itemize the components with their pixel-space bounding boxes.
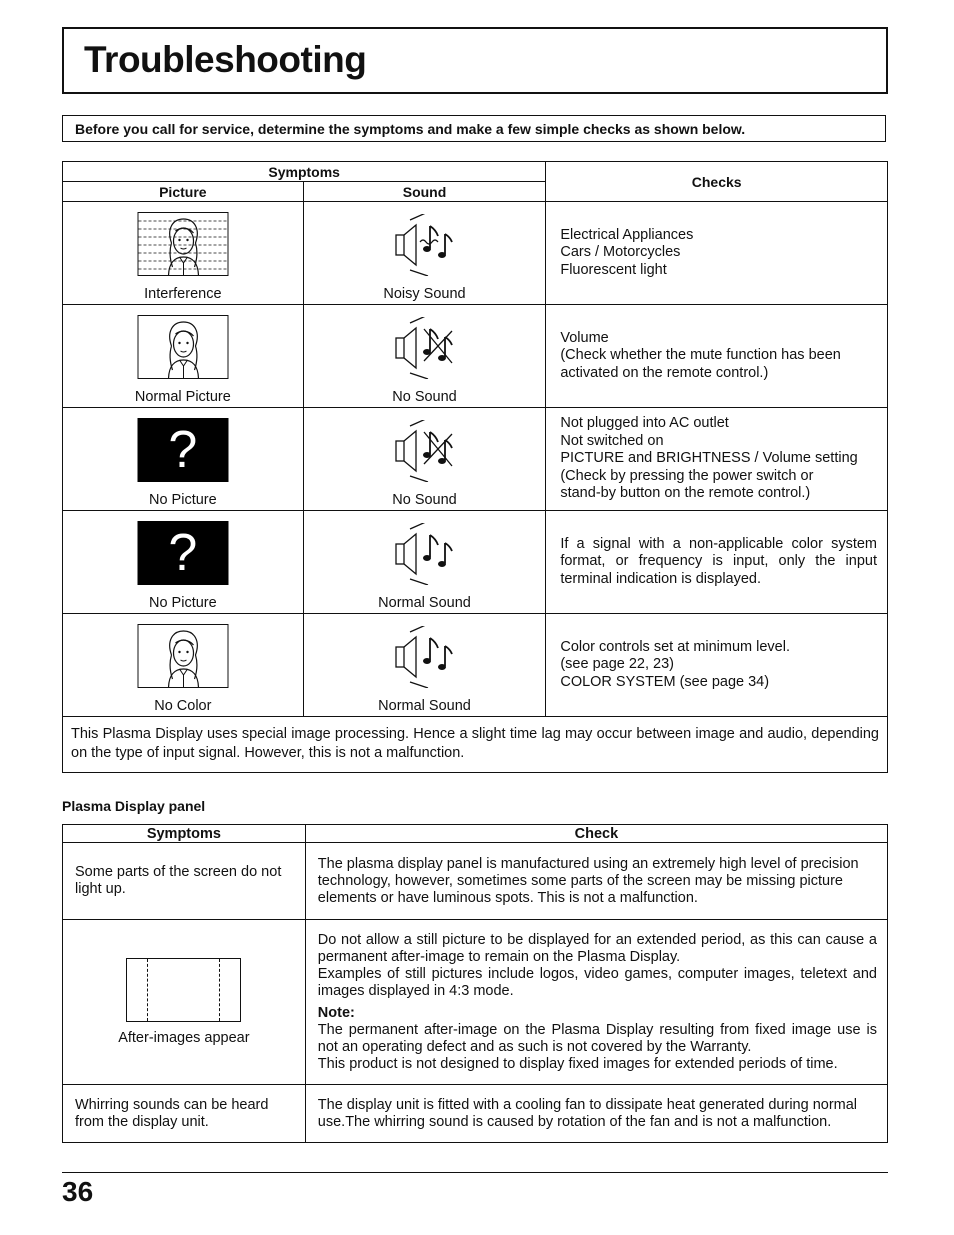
- symptom-cell: [63, 920, 306, 1085]
- check-text: Do not allow a still picture to be displayed for an extended period, as this can cause a permanent after-image to remain on the Plasma Display.: [317, 931, 877, 965]
- table-row: [63, 843, 888, 920]
- normal-sound-icon: [392, 626, 458, 688]
- no-picture-icon: [137, 418, 228, 482]
- page-title: Troubleshooting: [84, 39, 367, 80]
- symptom-label: After-images appear: [118, 1029, 250, 1046]
- notice-box: Before you call for service, determine the symptoms and make a few simple checks as shown below.: [62, 115, 886, 142]
- noisy-sound-icon: [392, 214, 458, 276]
- page-number: 36: [62, 1176, 94, 1207]
- note-text: This product is not designed to display fixed images for extended periods of time.: [317, 1055, 838, 1072]
- check-line: PICTURE and BRIGHTNESS / Volume setting: [560, 450, 858, 467]
- normal-sound-icon: [392, 523, 458, 585]
- check-cell: The display unit is fitted with a cooling fan to dissipate heat generated during normal use.The whirring sound is caused by rotation of the fan and is not a malfunction.: [305, 1085, 887, 1143]
- check-line: Volume: [560, 329, 609, 346]
- interference-picture-icon: [137, 212, 228, 276]
- table-row: [63, 305, 888, 408]
- check-text: Examples of still pictures include logos, video games, computer images, teletext and images displayed in 4:3 mode.: [317, 965, 877, 999]
- table-row: [63, 1085, 888, 1143]
- check-cell: [305, 920, 887, 1085]
- sound-label: No Sound: [392, 492, 457, 508]
- symptoms-header: Symptoms: [63, 825, 306, 843]
- picture-label: No Picture: [148, 595, 217, 611]
- sound-cell: [303, 511, 546, 614]
- check-line: Color controls set at minimum level.: [560, 638, 791, 655]
- table-row: [63, 202, 888, 305]
- normal-picture-icon: [137, 315, 228, 379]
- table-row: [63, 920, 888, 1085]
- picture-cell: [63, 202, 304, 305]
- troubleshooting-table: [62, 161, 888, 773]
- question-mark-icon: ?: [168, 421, 198, 479]
- sound-cell: [303, 305, 546, 408]
- sound-label: Normal Sound: [378, 698, 471, 714]
- section-title: Plasma Display panel: [62, 798, 206, 814]
- sound-cell: [303, 408, 546, 511]
- panel-table: [62, 824, 888, 1143]
- check-line: COLOR SYSTEM (see page 34): [560, 673, 770, 690]
- check-line: If a signal with a non-applicable color system format, or frequency is input, only the input terminal indication is displayed.: [560, 535, 877, 587]
- no-sound-icon: [392, 317, 458, 379]
- picture-cell: [63, 408, 304, 511]
- check-line: (see page 22, 23): [560, 656, 675, 673]
- checks-cell: [546, 305, 888, 408]
- check-line: (Check whether the mute function has been: [560, 347, 841, 364]
- sound-label: Normal Sound: [378, 595, 471, 611]
- no-picture-icon: [137, 521, 228, 585]
- check-line: Not plugged into AC outlet: [560, 415, 729, 432]
- checks-cell: [546, 408, 888, 511]
- picture-label: Interference: [144, 286, 222, 302]
- picture-cell: [63, 305, 304, 408]
- symptoms-header: Symptoms: [63, 162, 546, 182]
- checks-cell: [546, 511, 888, 614]
- no-sound-icon: [392, 420, 458, 482]
- picture-label: No Color: [154, 698, 212, 714]
- check-line: (Check by pressing the power switch or: [560, 467, 814, 484]
- check-line: stand-by button on the remote control.): [560, 485, 811, 502]
- footnote: This Plasma Display uses special image processing. Hence a slight time lag may occur between image and audio, depending on the type of input signal. However, this is not a malfunction.: [63, 717, 888, 773]
- check-line: Fluorescent light: [560, 261, 667, 278]
- note-label: Note:: [317, 1004, 355, 1021]
- picture-cell: [63, 511, 304, 614]
- checks-cell: [546, 202, 888, 305]
- no-color-picture-icon: [137, 624, 228, 688]
- title-box: [62, 27, 888, 94]
- picture-label: Normal Picture: [134, 389, 231, 405]
- checks-cell: [546, 614, 888, 717]
- sound-cell: [303, 614, 546, 717]
- sound-header: Sound: [303, 182, 546, 202]
- check-line: Electrical Appliances: [560, 226, 694, 243]
- sound-label: Noisy Sound: [383, 286, 466, 302]
- picture-cell: [63, 614, 304, 717]
- symptom-cell: Whirring sounds can be heard from the display unit.: [63, 1085, 306, 1143]
- after-image-icon: [126, 958, 241, 1022]
- note-text: The permanent after-image on the Plasma Display resulting from fixed image use is not an operating defect and as such is not covered by the Warranty.: [317, 1021, 877, 1055]
- picture-header: Picture: [63, 182, 304, 202]
- table-row: [63, 408, 888, 511]
- footnote-row: [63, 717, 888, 773]
- check-line: Not switched on: [560, 432, 664, 449]
- check-header: Check: [305, 825, 887, 843]
- picture-label: No Picture: [148, 492, 217, 508]
- table-row: [63, 511, 888, 614]
- question-mark-icon: ?: [168, 524, 198, 582]
- checks-header: Checks: [546, 162, 888, 202]
- check-line: Cars / Motorcycles: [560, 244, 681, 261]
- sound-cell: [303, 202, 546, 305]
- table-row: [63, 614, 888, 717]
- check-line: activated on the remote control.): [560, 364, 769, 381]
- sound-label: No Sound: [392, 389, 457, 405]
- check-cell: The plasma display panel is manufactured using an extremely high level of precision technology, however, sometimes some parts of the screen may be missing picture elements or have luminous spots. This is not a malfunction.: [305, 843, 887, 920]
- symptom-cell: Some parts of the screen do not light up.: [63, 843, 306, 920]
- footer-rule: [62, 1172, 888, 1173]
